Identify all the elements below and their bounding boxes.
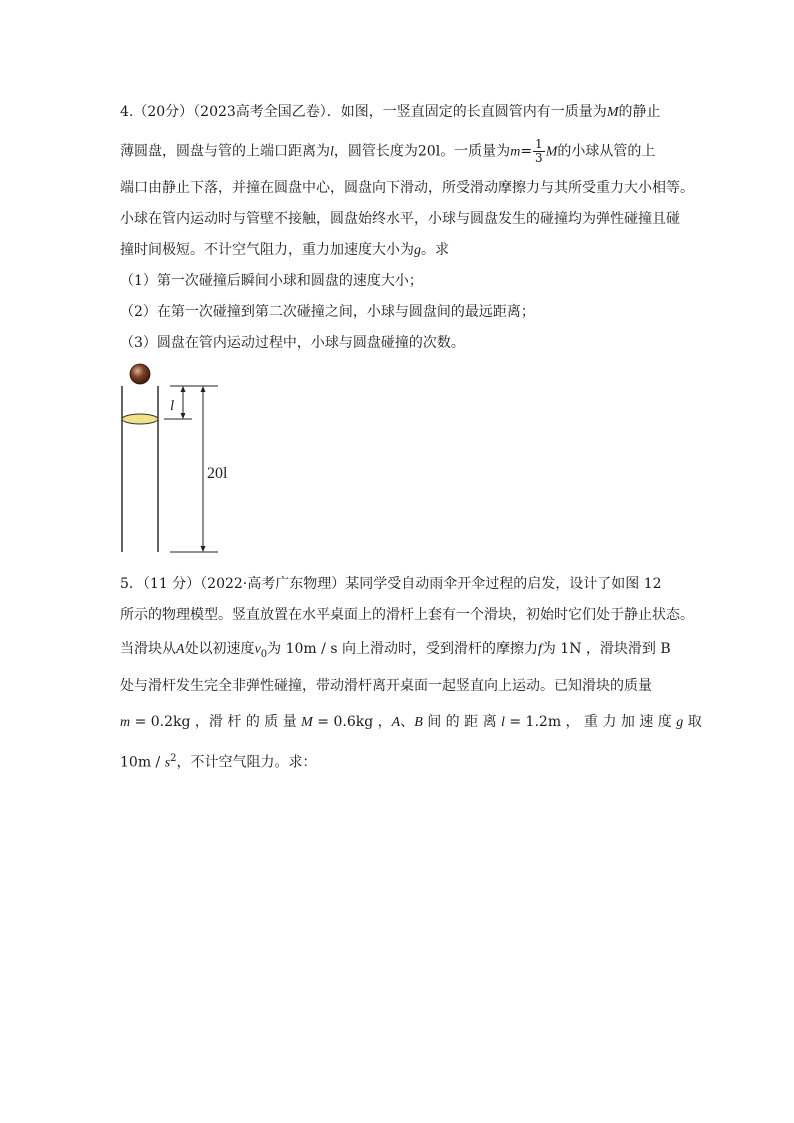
tube-diagram xyxy=(110,360,240,560)
q5-line-5-b: = 0.2kg ，滑 杆 的 质 量 xyxy=(130,714,302,730)
q4-line-2-b: ，圆管长度为 xyxy=(333,143,418,160)
q4-subquestion-1: （1）第一次碰撞后瞬间小球和圆盘的速度大小； xyxy=(120,273,423,289)
ball-icon xyxy=(130,364,150,384)
var-l: l xyxy=(330,144,334,160)
q4-line-4: 小球在管内运动时与管壁不接触，圆盘始终水平，小球与圆盘发生的碰撞均为弹性碰撞且碰 xyxy=(120,211,680,227)
q5-line-3-c: 为 10m / s 向上滑动时，受到滑杆的摩擦力 xyxy=(267,641,538,657)
var-A-q5: A xyxy=(391,715,401,730)
q5-line-3 xyxy=(120,640,671,664)
q4-line-2-a: 薄圆盘，圆盘与管的上端口距离为 xyxy=(120,143,330,160)
q5-line-5-j: = 1.2m ， 重 力 加 速 度 xyxy=(504,714,677,730)
q5-line-5-l: 取 xyxy=(683,714,702,730)
q4-line-2 xyxy=(120,138,655,165)
q5-line-6 xyxy=(120,750,317,773)
tube-figure xyxy=(110,360,240,564)
var-A: A xyxy=(176,642,185,657)
q5-line-3-a: 当滑块从 xyxy=(120,641,176,657)
q5-line-6-a: 10m / xyxy=(120,754,165,771)
label-l: l xyxy=(170,398,175,414)
var-M-q5: M xyxy=(301,715,313,730)
length-20l: 20l xyxy=(417,143,441,160)
q4-line-5 xyxy=(120,241,449,260)
fraction-numerator: 1 xyxy=(535,137,543,151)
var-g-q5: g xyxy=(676,715,684,730)
q5-line-5-h: 间 的 距 离 xyxy=(422,714,502,730)
var-s: s xyxy=(164,755,171,771)
fraction-denominator: 3 xyxy=(535,151,543,165)
q5-line-4: 处与滑杆发生完全非弹性碰撞，带动滑杆离开桌面一起竖直向上运动。已知滑块的质量 xyxy=(120,678,652,694)
q4-line-3: 端口由静止下落，并撞在圆盘中心，圆盘向下滑动，所受滑动摩擦力与其所受重力大小相等。 xyxy=(120,180,694,196)
q5-line-1: 5．（11 分）（2022·高考广东物理）某同学受自动雨伞开伞过程的启发，设计了如图 12 xyxy=(120,576,662,592)
q4-line-2-d: 的小球从管的上 xyxy=(557,143,656,160)
disc-icon xyxy=(122,414,158,424)
q4-header: 4.（20分）（2023高考全国乙卷）．如图，一竖直固定的长直圆管内有一质量为 xyxy=(120,104,607,120)
q4-line-5-a: 撞时间极短。不计空气阻力，重力加速度大小为 xyxy=(120,242,414,258)
l-arrow-head-top xyxy=(181,386,186,392)
q4-subquestion-2: （2）在第一次碰撞到第二次碰撞之间，小球与圆盘间的最远距离； xyxy=(120,304,535,320)
q4-line-5-b: 。求 xyxy=(421,242,449,258)
label-20l: 20l xyxy=(207,465,228,482)
fraction-one-third xyxy=(533,138,545,165)
q5-line-2: 所示的物理模型。竖直放置在水平桌面上的滑杆上套有一个滑块，初始时它们处于静止状态。 xyxy=(120,607,694,623)
var-v-subscript: 0 xyxy=(260,648,268,660)
var-f: f xyxy=(537,642,542,657)
q4-line-1 xyxy=(120,103,660,122)
var-l-q5: l xyxy=(501,715,505,730)
equals-sign: = xyxy=(520,143,533,160)
20l-arrow-head-bottom xyxy=(201,546,206,552)
var-M: M xyxy=(606,105,619,120)
q5-line-6-b: ，不计空气阻力。求： xyxy=(176,754,317,771)
var-m: m xyxy=(510,144,521,160)
q5-line-5-d: = 0.6kg ， xyxy=(312,714,392,730)
q4-line-2-c: 。一质量为 xyxy=(440,143,511,160)
l-arrow-head-bottom xyxy=(181,413,186,419)
var-M-2: M xyxy=(545,144,558,160)
exponent-2: 2 xyxy=(170,753,177,764)
q5-line-5 xyxy=(120,713,702,732)
q5-line-3-b: 处以初速度 xyxy=(184,641,255,657)
q5-line-3-d: 为 1N ，滑块滑到 B xyxy=(541,641,671,657)
var-g: g xyxy=(414,243,421,258)
q5-line-5-f: 、 xyxy=(400,714,415,730)
var-m-q5: m xyxy=(120,715,131,730)
20l-arrow-head-top xyxy=(201,386,206,392)
var-v: v xyxy=(254,642,261,657)
q4-subquestion-3: （3）圆盘在管内运动过程中，小球与圆盘碰撞的次数。 xyxy=(120,335,465,351)
q4-header-end: 的静止 xyxy=(618,104,661,120)
var-B-q5: B xyxy=(414,715,423,730)
